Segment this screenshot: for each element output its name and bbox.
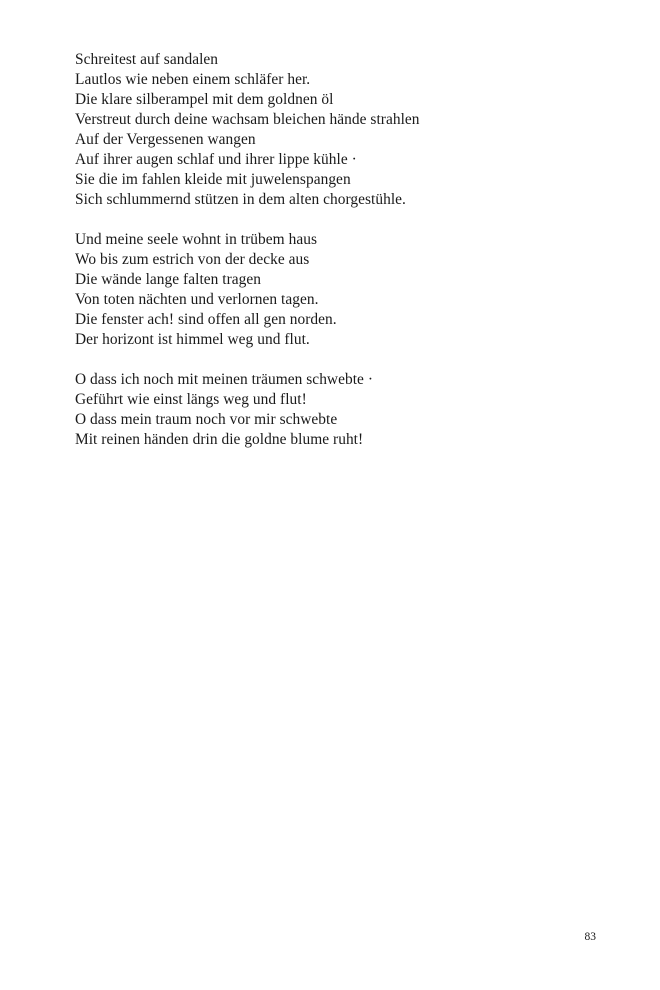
verse-line: Lautlos wie neben einem schläfer her. <box>75 71 311 88</box>
verse-line: Der horizont ist himmel weg und flut. <box>75 331 310 348</box>
verse-line: Die klare silberampel mit dem goldnen öl <box>75 91 334 108</box>
page-number: 83 <box>584 931 596 943</box>
verse-line: Auf der Vergessenen wangen <box>75 131 256 148</box>
stanza-1 <box>75 50 615 210</box>
verse-line: Schreitest auf sandalen <box>75 51 219 68</box>
verse-line: Auf ihrer augen schlaf und ihrer lippe kühle · <box>75 151 357 168</box>
verse-line: Wo bis zum estrich von der decke aus <box>75 251 310 268</box>
stanza-3 <box>75 370 615 450</box>
poem-text <box>75 50 615 470</box>
verse-line: Und meine seele wohnt in trübem haus <box>75 231 318 248</box>
verse-line: Von toten nächten und verlornen tagen. <box>75 291 319 308</box>
verse-line: Mit reinen händen drin die goldne blume ruht! <box>75 431 364 448</box>
stanza-2 <box>75 230 615 350</box>
verse-line: Die fenster ach! sind offen all gen norden. <box>75 311 337 328</box>
verse-line: Die wände lange falten tragen <box>75 271 262 288</box>
verse-line: Sie die im fahlen kleide mit juwelenspangen <box>75 171 351 188</box>
verse-line: O dass ich noch mit meinen träumen schwebte · <box>75 371 374 388</box>
verse-line: Sich schlummernd stützen in dem alten chorgestühle. <box>75 191 406 208</box>
verse-line: Geführt wie einst längs weg und flut! <box>75 391 307 408</box>
verse-line: Verstreut durch deine wachsam bleichen hände strahlen <box>75 111 420 128</box>
verse-line: O dass mein traum noch vor mir schwebte <box>75 411 338 428</box>
